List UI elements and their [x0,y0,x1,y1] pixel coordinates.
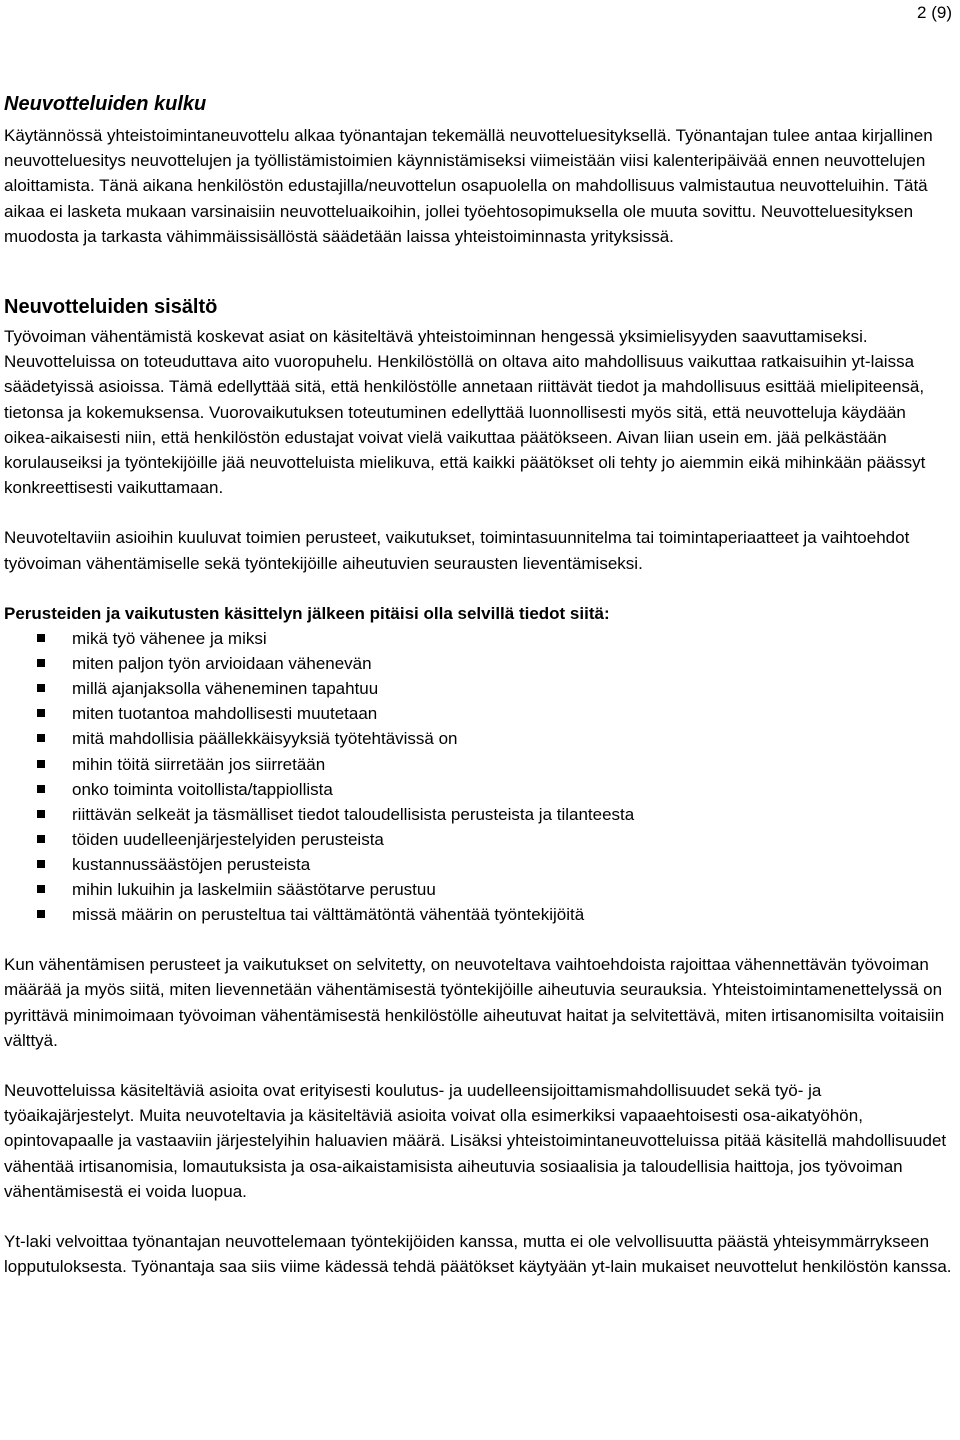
square-bullet-icon [37,634,45,642]
paragraph-closing-3: Yt-laki velvoittaa työnantajan neuvottelemaan työntekijöiden kanssa, mutta ei ole velvollisuutta päästä yhteisymmärrykseen lopputuloksesta. Työnantaja saa siis viime kädessä tehdä päätökset käytyään yt-lain mukaiset neuvottelut henkilöstön kanssa. [4,1232,952,1277]
list-item: mihin lukuihin ja laskelmiin säästötarve perustuu [4,877,952,902]
list-item: missä määrin on perusteltua tai välttämätöntä vähentää työntekijöitä [4,902,952,927]
square-bullet-icon [37,860,45,868]
page-number: 2 (9) [917,3,952,22]
square-bullet-icon [37,885,45,893]
document-body [4,90,952,1279]
list-item: mitä mahdollisia päällekkäisyyksiä työtehtävissä on [4,726,952,751]
square-bullet-icon [37,835,45,843]
paragraph-closing-2: Neuvotteluissa käsiteltäviä asioita ovat erityisesti koulutus- ja uudelleensijoittamismahdollisuudet sekä työ- ja työaikajärjestelyt. Muita neuvoteltavia ja käsiteltäviä asioita voivat olla esimerkiksi vapaaehtoisesti osa-aikatyöhön, opintovapaalle ja vastaaviin järjestelyihin haluavien määrä. Lisäksi yhteistoimintaneuvotteluissa pitää käsitellä mahdollisuudet vähentää irtisanomisia, lomautuksista ja osa-aikaistamisista aiheutuvia sosiaalisia ja taloudellisia haittoja, jos työvoiman vähentämisestä ei voida luopua. [4,1080,947,1201]
list-item: miten paljon työn arvioidaan vähenevän [4,651,952,676]
list-item: onko toiminta voitollista/tappiollista [4,777,952,802]
square-bullet-icon [37,684,45,692]
square-bullet-icon [37,659,45,667]
criteria-list [4,626,952,927]
square-bullet-icon [37,709,45,717]
list-heading: Perusteiden ja vaikutusten käsittelyn jälkeen pitäisi olla selvillä tiedot siitä: [4,603,610,623]
square-bullet-icon [37,760,45,768]
square-bullet-icon [37,734,45,742]
list-item: mihin töitä siirretään jos siirretään [4,752,952,777]
paragraph-sisalto-2: Neuvoteltaviin asioihin kuuluvat toimien perusteet, vaikutukset, toimintasuunnitelma tai toimintaperiaatteet ja vaihtoehdot työvoiman vähentämiselle sekä työntekijöille aiheutuvien seurausten lieventämiseksi. [4,528,910,573]
paragraph-closing-1: Kun vähentämisen perusteet ja vaikutukset on selvitetty, on neuvoteltava vaihtoehdoista rajoittaa vähennettävän työvoiman määrää ja myös siitä, miten lievennetään vähentämisestä työntekijöille aiheutuvia seurauksia. Yhteistoimintamenettelyssä on pyrittävä minimoimaan työvoiman vähentämisestä henkilöstölle aiheutuvat haitat ja selvitettävä, miten irtisanomisilta voitaisiin välttyä. [4,955,945,1050]
section-heading-kulku: Neuvotteluiden kulku [4,93,207,115]
list-item: mikä työ vähenee ja miksi [4,626,952,651]
section-heading-sisalto: Neuvotteluiden sisältö [4,296,218,319]
list-item: töiden uudelleenjärjestelyiden perusteista [4,827,952,852]
list-item: miten tuotantoa mahdollisesti muutetaan [4,701,952,726]
paragraph-kulku: Käytännössä yhteistoimintaneuvottelu alkaa työnantajan tekemällä neuvotteluesityksellä. Työnantajan tulee antaa kirjallinen neuvotteluesitys neuvottelujen ja työllistämistoimien käynnistämiseksi viimeistään viisi kalenteripäivää ennen neuvottelujen aloittamista. Tänä aikana henkilöstön edustajilla/neuvottelun osapuolella on mahdollisuus valmistautua neuvotteluihin. Tätä aikaa ei lasketa mukaan varsinaisiin neuvotteluaikoihin, jollei työehtosopimuksella ole muuta sovittu. Neuvotteluesityksen muodosta ja tarkasta vähimmäissisällöstä säädetään laissa yhteistoiminnasta yrityksissä. [4,126,933,246]
list-item: kustannussäästöjen perusteista [4,852,952,877]
list-item: riittävän selkeät ja täsmälliset tiedot taloudellisista perusteista ja tilanteesta [4,802,952,827]
square-bullet-icon [37,910,45,918]
list-item: millä ajanjaksolla väheneminen tapahtuu [4,676,952,701]
square-bullet-icon [37,785,45,793]
paragraph-sisalto-1: Työvoiman vähentämistä koskevat asiat on käsiteltävä yhteistoiminnan hengessä yksimielisyyden saavuttamiseksi. Neuvotteluissa on toteuduttava aito vuoropuhelu. Henkilöstöllä on oltava aito mahdollisuus vaikuttaa ratkaisuihin yt-laissa säädetyissä asioissa. Tämä edellyttää sitä, että henkilöstölle annetaan riittävät tiedot ja mahdollisuus esittää mielipiteensä, tietonsa ja kokemuksensa. Vuorovaikutuksen toteutuminen edellyttää luonnollisesti myös sitä, että neuvotteluja käydään oikea-aikaisesti niin, että henkilöstön edustajat voivat vielä vaikuttaa päätökseen. Aivan liian usein em. jää pelkästään korulauseiksi ja työntekijöille jää neuvotteluista mielikuva, että kaikki päätökset oli tehty jo aiemmin eikä mihinkään päässyt konkreettisesti vaikuttamaan. [4,327,926,498]
square-bullet-icon [37,810,45,818]
